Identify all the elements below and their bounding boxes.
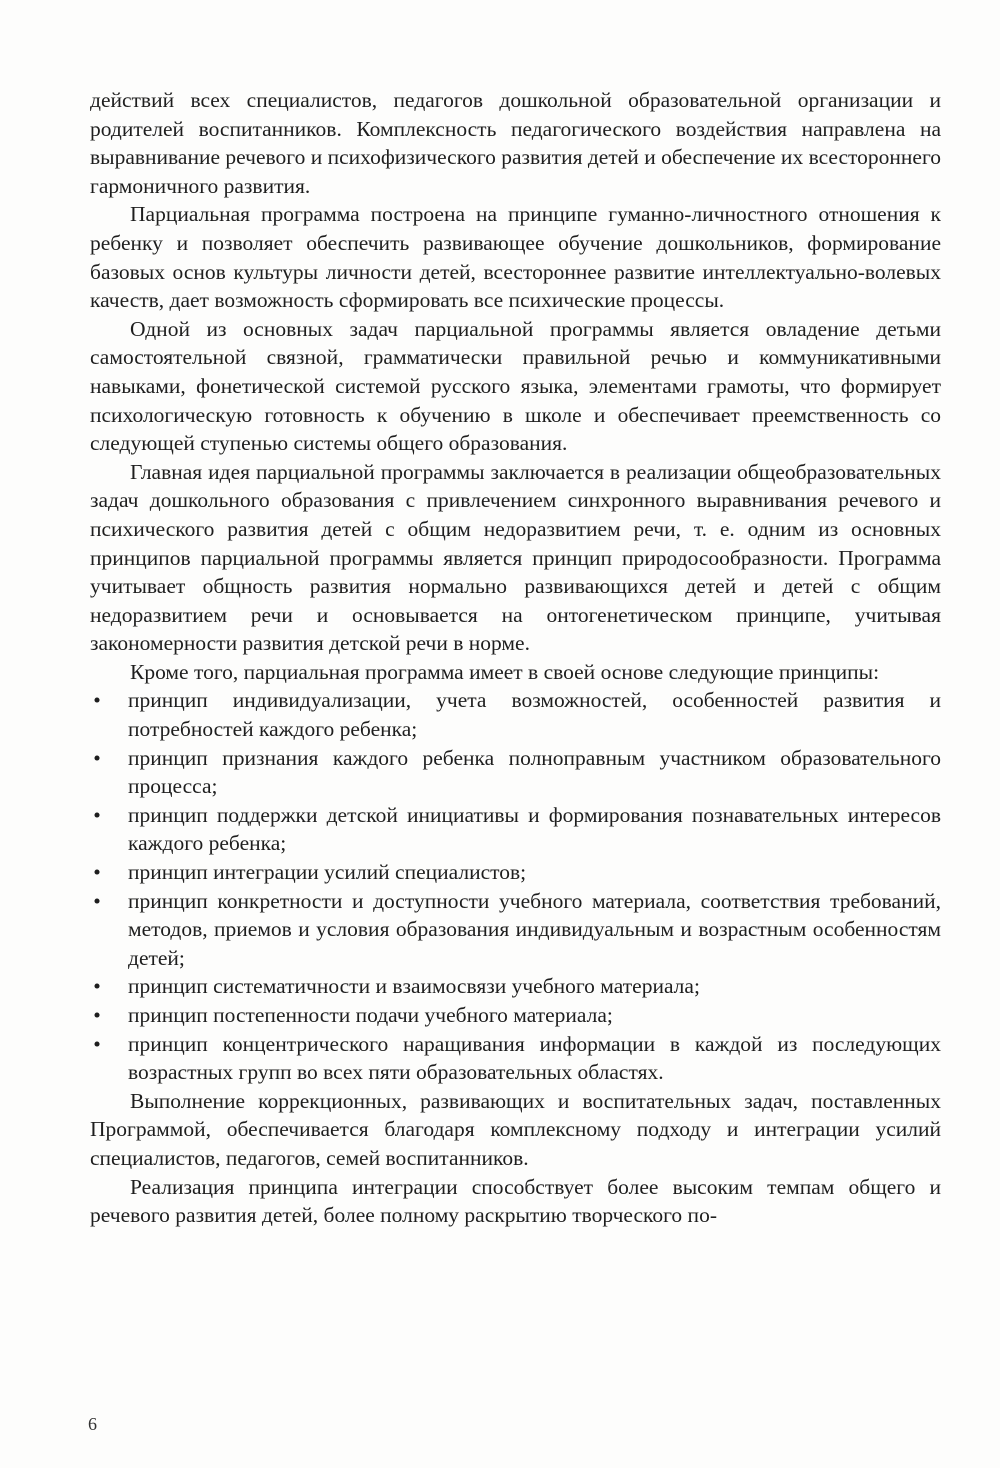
bullet-icon: • — [93, 745, 101, 770]
list-item — [90, 972, 941, 1001]
bullet-icon: • — [93, 860, 101, 885]
paragraph-main-idea: Главная идея парциальной программы заключается в реализации общеобразовательных задач дошкольного образования с привлечением синхронного выравнивания речевого и психического развития детей с общим недоразвитием речи, т. е. одним из основных принципов парциальной программы является принцип природосообразности. Программа учитывает общность развития нормально развивающихся детей и детей с общим недоразвитием речи и основывается на онтогенетическом принципе, учитывая закономерности развития детской речи в норме. — [90, 459, 941, 656]
list-item — [90, 801, 941, 858]
body-text — [90, 86, 941, 1230]
bullet-icon: • — [93, 888, 101, 913]
list-item-text: принцип признания каждого ребенка полноправным участником образовательного процесса; — [128, 745, 941, 799]
bullet-icon: • — [93, 1031, 101, 1056]
paragraph-continuation: действий всех специалистов, педагогов дошкольной образовательной организации и родителей воспитанников. Комплексность педагогического воздействия направлена на выравнивание речевого и психофизического развития детей и обеспечение их всестороннего гармоничного развития. — [90, 88, 941, 198]
list-item-text: принцип систематичности и взаимосвязи учебного материала; — [128, 974, 700, 999]
list-item — [90, 744, 941, 801]
list-item-text: принцип индивидуализации, учета возможностей, особенностей развития и потребностей каждого ребенка; — [128, 688, 941, 742]
list-item — [90, 858, 941, 887]
list-item — [90, 1001, 941, 1030]
list-item — [90, 686, 941, 743]
page-number: 6 — [88, 1414, 97, 1434]
bullet-icon: • — [93, 688, 101, 713]
paragraph-execution: Выполнение коррекционных, развивающих и воспитательных задач, поставленных Программой, обеспечивается благодаря комплексному подходу и интеграции усилий специалистов, педагогов, семей воспитанников. — [90, 1088, 941, 1170]
bullet-icon: • — [93, 1003, 101, 1027]
list-item-text: принцип поддержки детской инициативы и формирования познавательных интересов каждого ребенка; — [128, 802, 941, 856]
list-item — [90, 1030, 941, 1087]
bullet-icon: • — [93, 802, 101, 827]
paragraph-main-task: Одной из основных задач парциальной программы является овладение детьми самостоятельной связной, грамматически правильной речью и коммуникативными навыками, фонетической системой русского языка, элементами грамоты, что формирует психологическую готовность к обучению в школе и обеспечивает преемственность со следующей ступенью системы общего образования. — [90, 316, 941, 456]
list-item-text: принцип постепенности подачи учебного материала; — [128, 1003, 613, 1027]
paragraph-integration: Реализация принципа интеграции способствует более высоким темпам общего и речевого развития детей, более полному раскрытию творческого по- — [90, 1174, 941, 1228]
paragraph-program-principle: Парциальная программа построена на принципе гуманно-личностного отношения к ребенку и позволяет обеспечить развивающее обучение дошкольников, формирование базовых основ культуры личности детей, всестороннее развитие интеллектуально-волевых качеств, дает возможность сформировать все психические процессы. — [90, 202, 941, 313]
paragraph-principles-intro: Кроме того, парциальная программа имеет в своей основе следующие принципы: — [130, 659, 880, 684]
list-item-text: принцип интеграции усилий специалистов; — [128, 860, 527, 885]
list-item-text: принцип конкретности и доступности учебного материала, соответствия требований, методов, приемов и условия образования индивидуальным и возрастным особенностям детей; — [128, 888, 941, 970]
bullet-icon: • — [93, 974, 101, 999]
list-item — [90, 887, 941, 973]
principles-list — [90, 686, 941, 1086]
list-item-text: принцип концентрического наращивания информации в каждой из последующих возрастных групп во всех пяти образовательных областях. — [128, 1031, 941, 1085]
